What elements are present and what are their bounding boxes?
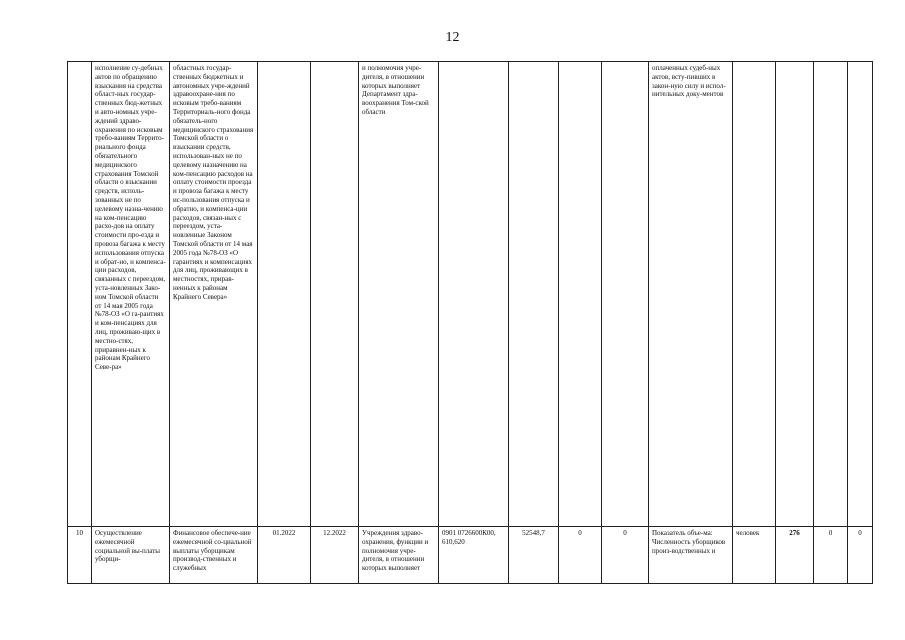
cell-indicator-value-3 [848, 62, 873, 527]
cell-executor: и полномочия учре-дителя, в отношении которых выполняет Департамент здра-воохранения Том-ской области [359, 62, 439, 527]
cell-value-1: 0 [559, 527, 602, 584]
cell-indicator-value-1: 276 [776, 527, 814, 584]
cell-end-date [311, 62, 359, 527]
table-row [68, 527, 873, 584]
cell-start-date [258, 62, 311, 527]
cell-amount [509, 62, 559, 527]
cell-number [68, 62, 92, 527]
table-row [68, 62, 873, 527]
page-number: 12 [445, 30, 460, 45]
cell-budget-code [439, 62, 509, 527]
cell-budget-code: 0901 0726600К00, 610,620 [439, 527, 509, 584]
cell-description: Финансовое обеспече-ние ежемесячной со-циальной выплаты уборщикам производ-ственных и служебных [170, 527, 258, 584]
cell-value-2 [602, 62, 649, 527]
cell-indicator: Показатель объе-ма: Численность уборщиков произ-водственных и [649, 527, 733, 584]
cell-unit: человек [733, 527, 776, 584]
program-activities-table [67, 61, 873, 584]
cell-unit [733, 62, 776, 527]
cell-indicator-value-2 [814, 62, 848, 527]
cell-indicator-value-3: 0 [848, 527, 873, 584]
cell-indicator-value-1 [776, 62, 814, 527]
cell-activity-name: Осуществление ежемесячной социальной вы-платы уборщи- [92, 527, 170, 584]
cell-value-1 [559, 62, 602, 527]
cell-indicator-value-2: 0 [814, 527, 848, 584]
cell-description: областных государ-ственных бюджетных и автономных учре-ждений здравоохране-ния по исковым требо-ваниям Территориаль-ного фонда обязатель-ного медицинского страхования Томской области о взыскании средств, использован-ных не по целевому назначению на ком-пенсацию расходов на оплату стоимости проезда и провоза багажа к месту ис-пользования отпуска и обратно, и компенса-ции расходов, связан-ных с переездом, уста-новленные Законом Томской области от 14 мая 2005 года №78-ОЗ «О гарантиях и компенсациях для лиц, проживающих в местностях, прирав-ненных к районам Крайнего Севера» [170, 62, 258, 527]
cell-executor: Учреждения здраво-охранения, функции и полномочия учре-дителя, в отношении которых выполняет [359, 527, 439, 584]
cell-start-date: 01.2022 [258, 527, 311, 584]
cell-indicator: оплаченных судеб-ных актов, всту-пивших в закон-ную силу и испол-нительных доку-ментов [649, 62, 733, 527]
cell-value-2: 0 [602, 527, 649, 584]
cell-end-date: 12.2022 [311, 527, 359, 584]
cell-activity-name: исполнение су-дебных актов по обращению взыскания на средства област-ных государ-ственных бюд-жетных и авто-номных учре-ждений здраво-охранения по исковым требо-ваниям Террито-риального фонда обязательного медицинского страхования Томской области о взыскании средств, исполь-зованных не по целевому назна-чению на ком-пенсацию расхо-дов на оплату стоимости про-езда и провоза багажа к месту использования отпуска и обрат-но, и компенса-ции расходов, связанных с переездом, уста-новленных Зако-ном Томской области от 14 мая 2005 года №78-ОЗ «О га-рантиях и ком-пенсациях для лиц, проживаю-щих в местно-стях, приравнен-ных к районам Крайнего Севе-ра» [92, 62, 170, 527]
cell-amount: 52548,7 [509, 527, 559, 584]
cell-number: 10 [68, 527, 92, 584]
